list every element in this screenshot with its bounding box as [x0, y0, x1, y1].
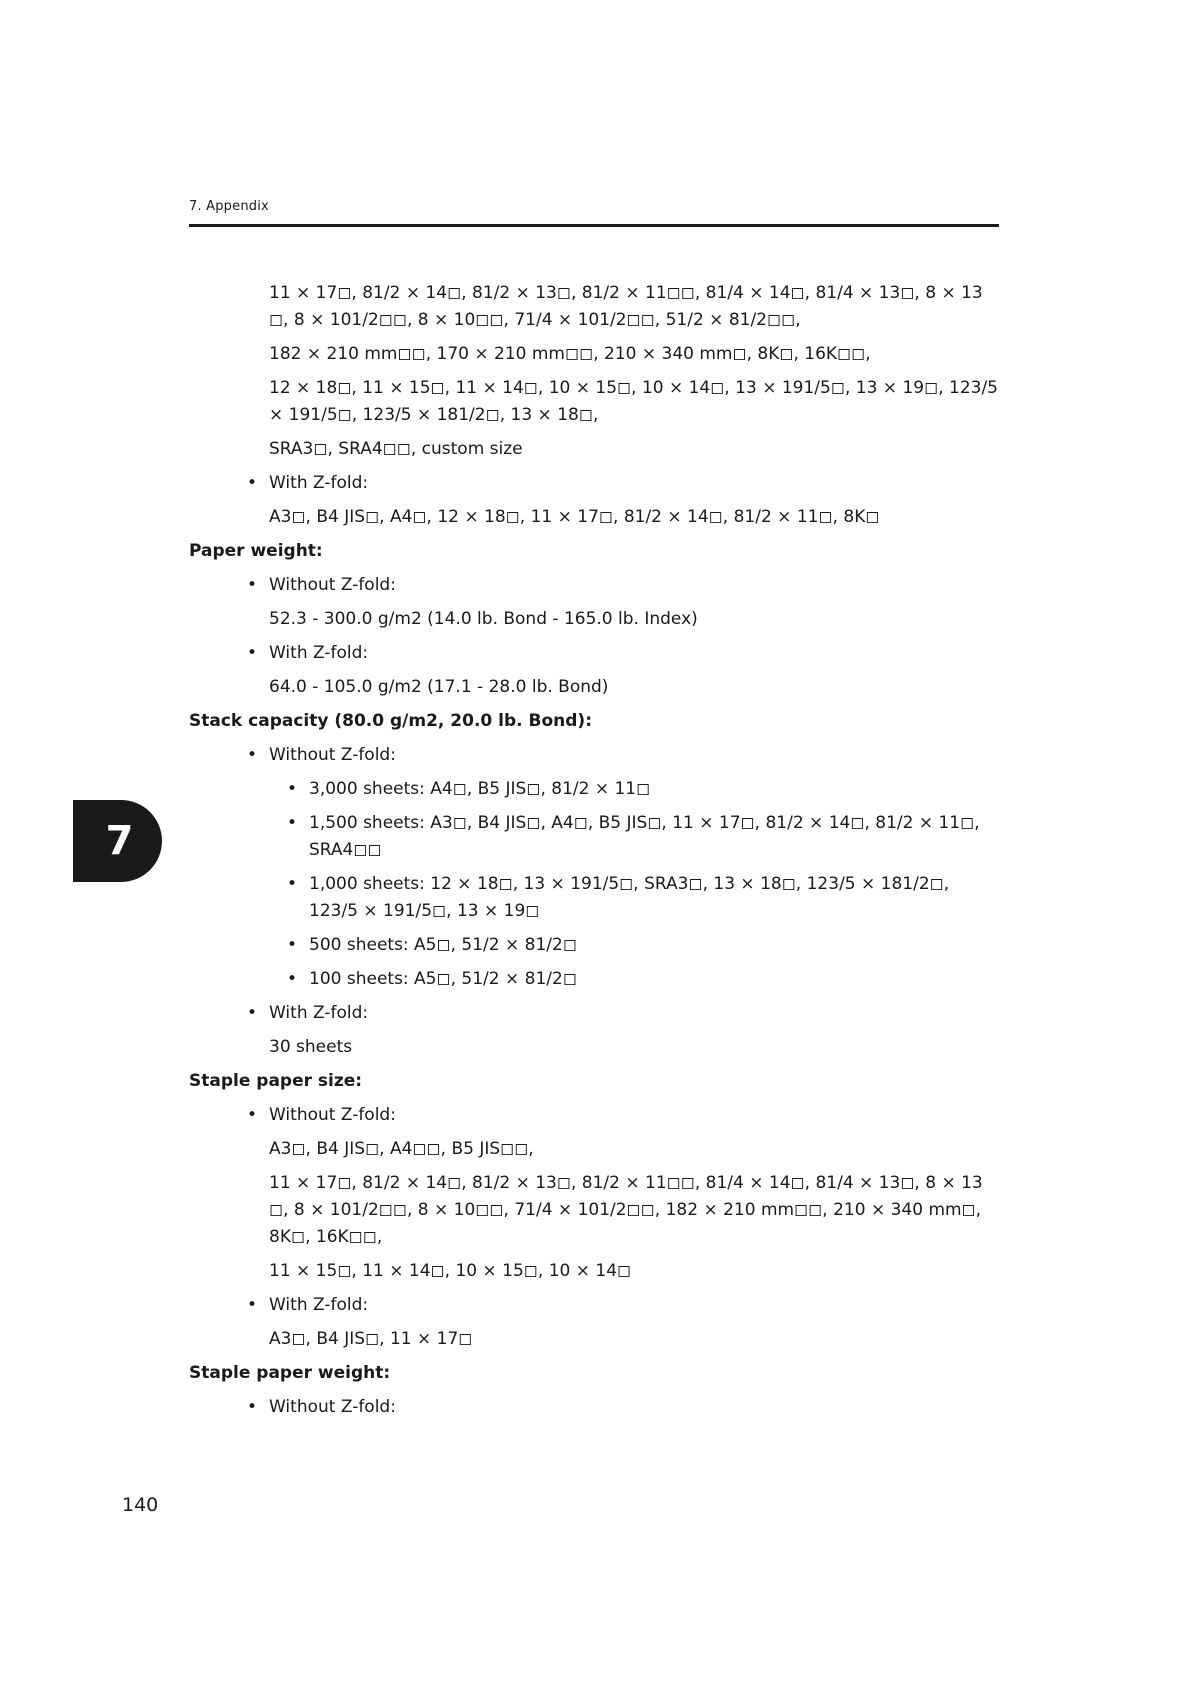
bullet-text: With Z-fold: — [269, 1003, 369, 1023]
body-paragraph: SRA3◻, SRA4◻◻, custom size — [269, 439, 523, 459]
section-heading: Paper weight: — [189, 541, 323, 561]
body-paragraph: A3◻, B4 JIS◻, A4◻◻, B5 JIS◻◻, — [269, 1139, 534, 1159]
body-paragraph: A3◻, B4 JIS◻, 11 × 17◻ — [269, 1329, 473, 1349]
sub-bullet-item — [189, 776, 999, 803]
bullet-icon: • — [247, 1397, 258, 1417]
bullet-item — [189, 1000, 999, 1027]
bullet-text: Without Z-fold: — [269, 745, 396, 765]
body-paragraph: 64.0 - 105.0 g/m2 (17.1 - 28.0 lb. Bond) — [269, 677, 609, 697]
page-content — [189, 280, 999, 1428]
bullet-item — [189, 1292, 999, 1319]
bullet-text: Without Z-fold: — [269, 1397, 396, 1417]
body-paragraph: 11 × 17◻, 81/2 × 14◻, 81/2 × 13◻, 81/2 × 11◻◻, 81/4 × 14◻, 81/4 × 13◻, 8 × 13 ◻, 8 × 101/2◻◻, 8 × 10◻◻, 71/4 × 101/2◻◻, 182 × 210 mm◻◻, 210 × 340 mm◻, 8K◻, 16K◻◻, — [269, 1173, 983, 1247]
bullet-icon: • — [247, 745, 258, 765]
section-heading: Staple paper weight: — [189, 1363, 391, 1383]
bullet-text: With Z-fold: — [269, 1295, 369, 1315]
bullet-icon: • — [247, 1003, 258, 1023]
bullet-icon: • — [247, 575, 258, 595]
bullet-text: 1,500 sheets: A3◻, B4 JIS◻, A4◻, B5 JIS◻, 11 × 17◻, 81/2 × 14◻, 81/2 × 11◻, SRA4◻◻ — [309, 813, 980, 860]
body-paragraph: 11 × 15◻, 11 × 14◻, 10 × 15◻, 10 × 14◻ — [269, 1261, 632, 1281]
bullet-icon: • — [247, 1295, 258, 1315]
header-rule — [189, 224, 999, 227]
body-paragraph: 52.3 - 300.0 g/m2 (14.0 lb. Bond - 165.0 lb. Index) — [269, 609, 698, 629]
bullet-icon: • — [287, 874, 298, 894]
bullet-icon: • — [287, 813, 298, 833]
body-paragraph: 12 × 18◻, 11 × 15◻, 11 × 14◻, 10 × 15◻, 10 × 14◻, 13 × 191/5◻, 13 × 19◻, 123/5 × 191/5◻, 123/5 × 181/2◻, 13 × 18◻, — [269, 378, 998, 425]
bullet-icon: • — [247, 473, 258, 493]
body-paragraph: 182 × 210 mm◻◻, 170 × 210 mm◻◻, 210 × 340 mm◻, 8K◻, 16K◻◻, — [269, 344, 871, 364]
bullet-text: 100 sheets: A5◻, 51/2 × 81/2◻ — [309, 969, 577, 989]
bullet-icon: • — [287, 969, 298, 989]
bullet-text: Without Z-fold: — [269, 1105, 396, 1125]
bullet-icon: • — [287, 779, 298, 799]
chapter-tab: 7 — [73, 800, 162, 882]
bullet-text: With Z-fold: — [269, 643, 369, 663]
sub-bullet-item — [189, 932, 999, 959]
section-heading: Staple paper size: — [189, 1071, 363, 1091]
bullet-text: 3,000 sheets: A4◻, B5 JIS◻, 81/2 × 11◻ — [309, 779, 651, 799]
bullet-item — [189, 470, 999, 497]
bullet-item — [189, 572, 999, 599]
sub-bullet-item — [189, 966, 999, 993]
bullet-text: Without Z-fold: — [269, 575, 396, 595]
body-paragraph: 30 sheets — [269, 1037, 353, 1057]
bullet-text: 500 sheets: A5◻, 51/2 × 81/2◻ — [309, 935, 577, 955]
section-heading: Stack capacity (80.0 g/m2, 20.0 lb. Bond): — [189, 711, 593, 731]
bullet-text: With Z-fold: — [269, 473, 369, 493]
bullet-icon: • — [247, 1105, 258, 1125]
bullet-item — [189, 1102, 999, 1129]
bullet-icon: • — [247, 643, 258, 663]
bullet-text: 1,000 sheets: 12 × 18◻, 13 × 191/5◻, SRA3◻, 13 × 18◻, 123/5 × 181/2◻, 123/5 × 191/5◻, 13 × 19◻ — [309, 874, 950, 921]
sub-bullet-item — [189, 810, 999, 864]
body-paragraph: A3◻, B4 JIS◻, A4◻, 12 × 18◻, 11 × 17◻, 81/2 × 14◻, 81/2 × 11◻, 8K◻ — [269, 507, 880, 527]
section-header-label: 7. Appendix — [189, 199, 269, 214]
page-number: 140 — [122, 1494, 159, 1516]
bullet-item — [189, 742, 999, 769]
body-paragraph: 11 × 17◻, 81/2 × 14◻, 81/2 × 13◻, 81/2 × 11◻◻, 81/4 × 14◻, 81/4 × 13◻, 8 × 13 ◻, 8 × 101/2◻◻, 8 × 10◻◻, 71/4 × 101/2◻◻, 51/2 × 81/2◻◻, — [269, 283, 983, 330]
bullet-item — [189, 1394, 999, 1421]
bullet-icon: • — [287, 935, 298, 955]
sub-bullet-item — [189, 871, 999, 925]
bullet-item — [189, 640, 999, 667]
